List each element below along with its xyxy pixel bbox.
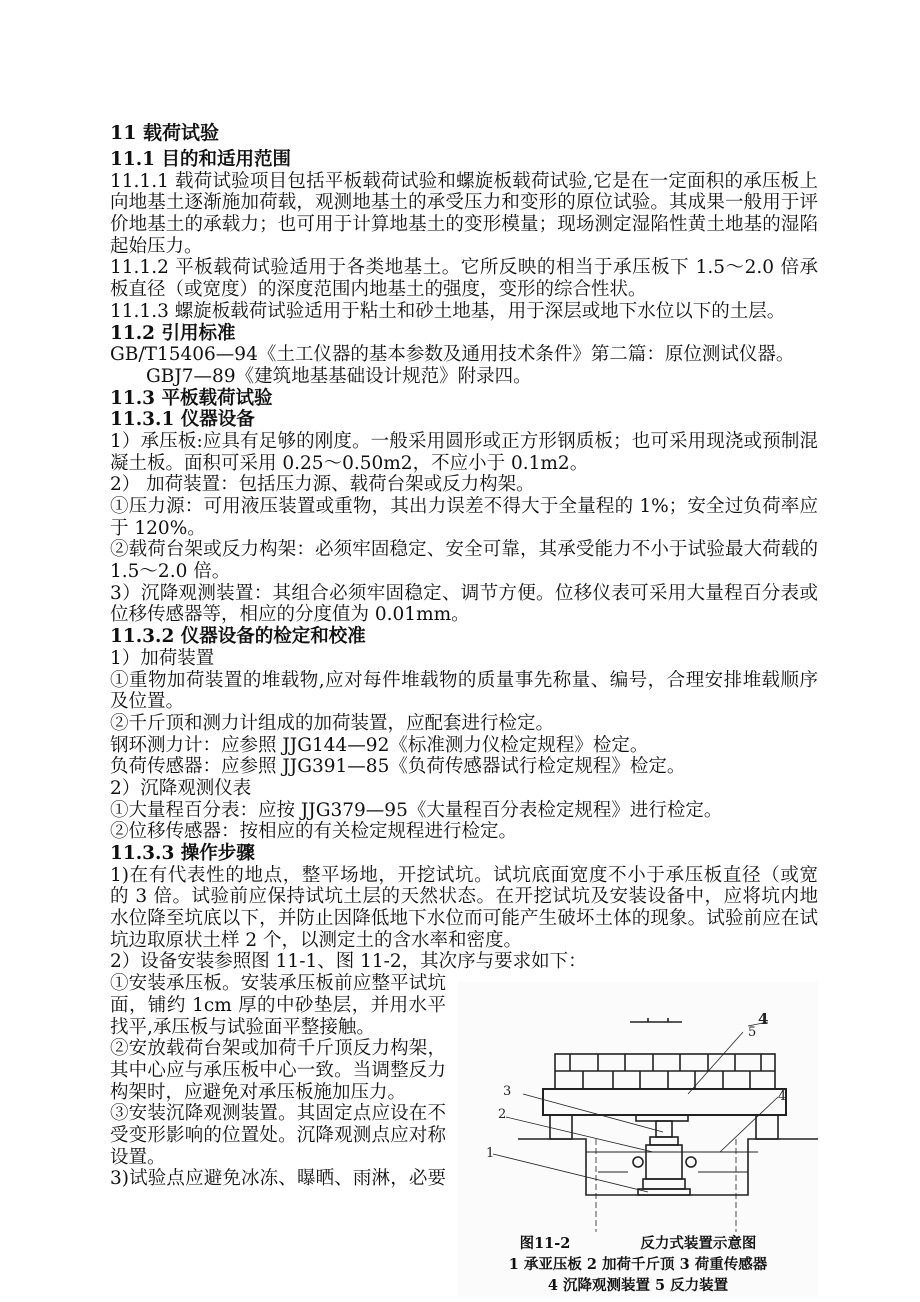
text-line: 设置。 <box>110 1146 166 1168</box>
text-line: GBJ7—89《建筑地基基础设计规范》附录四。 <box>146 365 532 387</box>
section-heading: 11.1 目的和适用范围 <box>110 149 291 170</box>
figure-caption-title: 反力式装置示意图 <box>640 1235 757 1252</box>
figure-legend-line-2: 4 沉降观测装置 5 反力装置 <box>547 1277 729 1294</box>
text-line: 起始压力。 <box>110 235 203 257</box>
text-line: ②位移传感器：按相应的有关检定规程进行检定。 <box>110 821 518 843</box>
text-line: 3)试验点应避免冰冻、曝晒、雨淋，必要 <box>110 1168 446 1190</box>
figure-number: 图11-2 <box>519 1235 571 1252</box>
text-line: ②安放载荷台架或加荷千斤顶反力构架， <box>110 1038 446 1060</box>
figure-11-2 <box>458 982 818 1296</box>
text-line: 向地基土逐渐施加荷载，观测地基土的承受压力和变形的原位试验。其成果一般用于评 <box>110 192 818 214</box>
text-line: 的 3 倍。试验前应保持试坑土层的天然状态。在开挖试坑及安装设备中，应将坑内地 <box>110 886 818 908</box>
section-heading: 11.3.1 仪器设备 <box>110 409 255 431</box>
reaction-load-device-diagram <box>458 982 818 1232</box>
text-line: 11.1.3 螺旋板载荷试验适用于粘土和砂土地基，用于深层或地下水位以下的土层。 <box>110 300 786 322</box>
text-line: 1）加荷装置 <box>110 647 215 669</box>
text-line: ②载荷台架或反力构架：必须牢固稳定、安全可靠，其承受能力不小于试验最大荷载的 <box>110 539 818 561</box>
text-line: 凝土板。面积可采用 0.25～0.50m2，不应小于 0.1m2。 <box>110 452 589 474</box>
figure-label-1: 1 <box>486 1146 495 1161</box>
text-line: 负荷传感器：应参照 JJG391—85《负荷传感器试行检定规程》检定。 <box>110 756 686 778</box>
text-line: 3）沉降观测装置：其组合必须牢固稳定、调节方便。位移仪表可采用大量程百分表或 <box>110 582 818 604</box>
text-line: 其中心应与承压板中心一致。当调整反力 <box>110 1059 446 1081</box>
text-line: 11.1.1 载荷试验项目包括平板载荷试验和螺旋板载荷试验,它是在一定面积的承压板上 <box>110 170 818 192</box>
figure-label-4: 4 <box>778 1089 787 1104</box>
figure-caption <box>458 1232 818 1253</box>
text-line: ①安装承压板。安装承压板前应整平试坑 <box>110 973 446 995</box>
text-line: 板直径（或宽度）的深度范围内地基土的强度，变形的综合性状。 <box>110 279 647 301</box>
text-line: 面，铺约 1cm 厚的中砂垫层，并用水平 <box>110 994 446 1016</box>
text-line: ①重物加荷装置的堆载物,应对每件堆载物的质量事先称量、编号，合理安排堆载顺序 <box>110 669 818 691</box>
section-heading: 11.3.3 操作步骤 <box>110 843 255 864</box>
text-line: 坑边取原状土样 2 个，以测定土的含水率和密度。 <box>110 929 523 951</box>
text-line: 构架时，应避免对承压板施加压力。 <box>110 1081 407 1103</box>
section-heading: 11.3 平板载荷试验 <box>110 387 273 409</box>
section-heading: 11.3.2 仪器设备的检定和校准 <box>110 626 366 648</box>
text-line: 2）沉降观测仪表 <box>110 777 252 799</box>
text-line: 1)在有代表性的地点，整平场地，开挖试坑。试坑底面宽度不小于承压板直径（或宽 <box>110 864 818 886</box>
text-line: 于 120%。 <box>110 517 206 539</box>
text-line: 2） 加荷装置：包括压力源、载荷台架或反力构架。 <box>110 474 535 496</box>
text-line: 2）设备安装参照图 11-1、图 11-2，其次序与要求如下： <box>110 951 587 973</box>
text-line: ①压力源：可用液压装置或重物，其出力误差不得大于全量程的 1%；安全过负荷率应 <box>110 496 818 517</box>
text-line: 找平,承压板与试验面平整接触。 <box>110 1016 375 1038</box>
figure-legend-line-1: 1 承亚压板 2 加荷千斤顶 3 荷重传感器 <box>508 1256 768 1273</box>
figure-label-4-top: 4 <box>758 1010 769 1028</box>
section-heading: 11.2 引用标准 <box>110 322 236 344</box>
text-line: ③安装沉降观测装置。其固定点应设在不 <box>110 1103 446 1125</box>
text-line: 1.5～2.0 倍。 <box>110 561 231 583</box>
text-line: GB/T15406—94《土工仪器的基本参数及通用技术条件》第二篇：原位测试仪器。 <box>110 344 795 366</box>
figure-label-3: 3 <box>503 1084 512 1099</box>
text-line: 受变形影响的位置处。沉降观测点应对称 <box>110 1124 446 1146</box>
text-line: 1）承压板:应具有足够的刚度。一般采用圆形或正方形钢质板；也可采用现浇或预制混 <box>110 430 818 452</box>
figure-label-2: 2 <box>498 1107 507 1122</box>
text-line: 及位置。 <box>110 691 185 713</box>
text-line: ②千斤顶和测力计组成的加荷装置，应配套进行检定。 <box>110 712 555 734</box>
text-line: 钢环测力计：应参照 JJG144—92《标准测力仪检定规程》检定。 <box>110 734 649 756</box>
text-line: 水位降至坑底以下，并防止因降低地下水位而可能产生破坏土体的现象。试验前应在试 <box>110 908 818 930</box>
figure-label-5: 5 <box>748 1025 757 1040</box>
text-line: 位移传感器等，相应的分度值为 0.01mm。 <box>110 604 470 626</box>
text-line: ①大量程百分表：应按 JJG379—95《大量程百分表检定规程》进行检定。 <box>110 799 723 821</box>
document-title: 11 载荷试验 <box>110 122 220 144</box>
text-line: 11.1.2 平板载荷试验适用于各类地基土。它所反映的相当于承压板下 1.5～2.0 倍承 <box>110 257 818 279</box>
text-line: 价地基土的承载力；也可用于计算地基土的变形模量；现场测定湿陷性黄土地基的湿陷 <box>110 214 818 236</box>
